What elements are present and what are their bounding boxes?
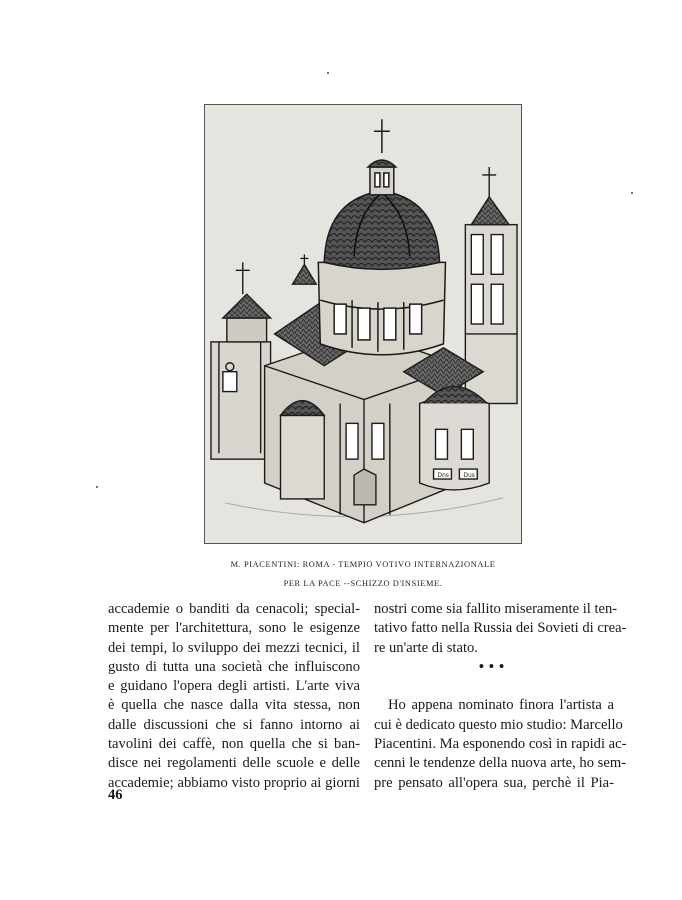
paper-speck — [631, 192, 633, 194]
text-line: nostri come sia fallito miseramente il ten- — [374, 601, 618, 617]
left-text-column — [108, 600, 360, 793]
text-line: disce nei regolamenti delle scuole e delle — [108, 755, 360, 772]
temple-sketch — [205, 105, 521, 543]
text-line: pre pensato all'opera sua, perchè il Pia- — [374, 774, 614, 791]
right-text-column — [374, 600, 627, 793]
section-separator: ••• — [478, 658, 510, 675]
text-line: è quella che nasce dalla vita stessa, non — [108, 697, 360, 714]
text-line: accademie o banditi da cenacoli; special- — [108, 601, 360, 617]
text-line: Ho appena nominato finora l'artista a — [388, 697, 614, 714]
architecture-illustration — [204, 104, 522, 544]
caption-line-1: M. PIACENTINI: ROMA - TEMPIO VOTIVO INTERNAZIONALE — [230, 560, 496, 569]
text-line: accademie; abbiamo visto proprio ai giorni — [108, 774, 360, 791]
plaque-right-text: Dus — [463, 472, 475, 480]
text-line: e guidano l'opera degli artisti. L'arte viva — [108, 678, 360, 695]
text-line: re un'arte di stato. — [374, 639, 478, 656]
text-line: dei tempi, lo sviluppo dei mezzi tecnici, il — [108, 639, 360, 656]
text-line: Piacentini. Ma esponendo così in rapidi ac- — [374, 736, 627, 753]
figure-caption — [190, 559, 536, 598]
text-line: dalle discussioni che si fanno intorno ai — [108, 716, 360, 733]
page-number: 46 — [108, 787, 123, 803]
text-line: mente per l'architettura, sono le esigenze — [108, 620, 360, 637]
caption-line-2: PER LA PACE --SCHIZZO D'INSIEME. — [283, 579, 443, 589]
text-line: gusto di tutta una società che influiscono — [108, 658, 360, 675]
plaque-left-text: Dns — [437, 472, 449, 480]
text-line: tavolini dei caffè, non quella che si ban- — [108, 736, 360, 753]
paper-speck — [327, 72, 329, 74]
text-line: cenni le tendenze della nuova arte, ho sem- — [374, 755, 627, 772]
paper-speck — [96, 486, 98, 488]
text-line: tativo fatto nella Russia dei Sovieti di crea- — [374, 620, 627, 637]
text-line: cui è dedicato questo mio studio: Marcello — [374, 716, 623, 733]
paragraph-gap — [374, 677, 614, 696]
